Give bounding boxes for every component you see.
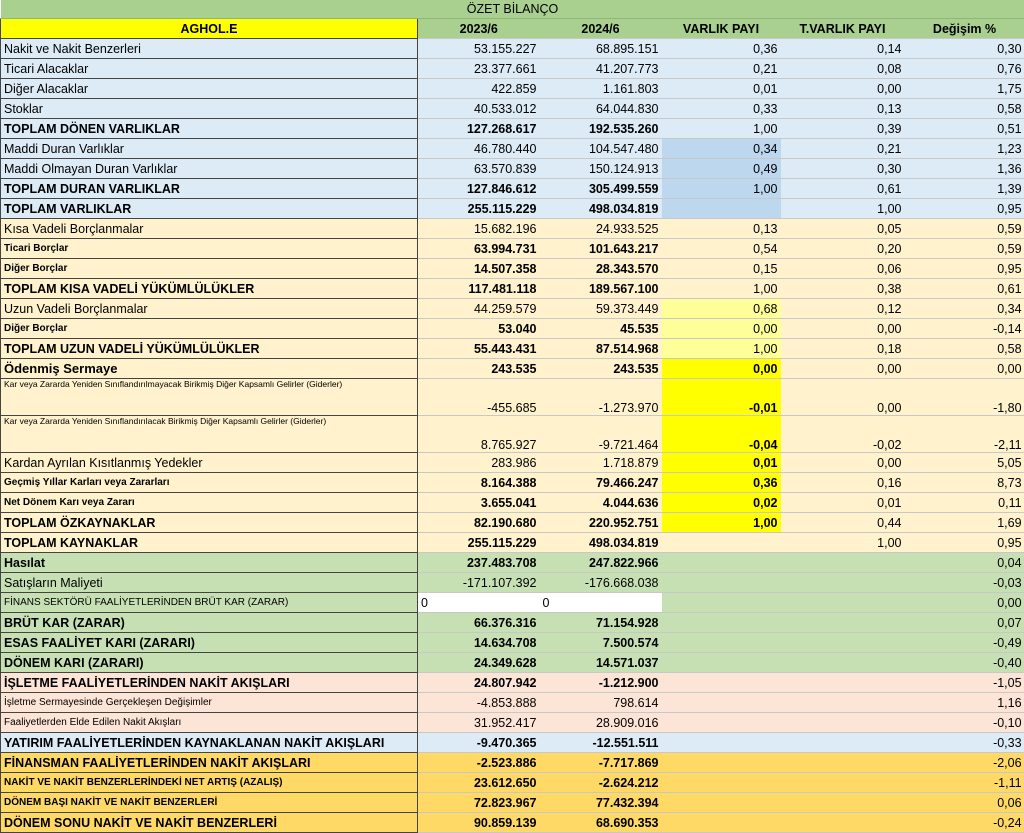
row-label: TOPLAM DÖNEN VARLIKLAR <box>1 119 418 139</box>
value-2023: 127.268.617 <box>418 119 540 139</box>
t-varlik-payi: 0,00 <box>781 79 905 99</box>
degisim: -0,10 <box>905 713 1024 733</box>
degisim: 1,16 <box>905 693 1024 713</box>
t-varlik-payi: 0,14 <box>781 39 905 59</box>
degisim: 0,58 <box>905 339 1024 359</box>
value-2024: 24.933.525 <box>540 219 662 239</box>
t-varlik-payi: -0,02 <box>781 416 905 453</box>
table-row <box>1 139 1024 159</box>
value-2024: 798.614 <box>540 693 662 713</box>
value-2024: 87.514.968 <box>540 339 662 359</box>
varlik-payi <box>662 773 781 793</box>
degisim: 0,11 <box>905 493 1024 513</box>
degisim: 0,00 <box>905 593 1024 613</box>
varlik-payi: 0,34 <box>662 139 781 159</box>
value-2024: -9.721.464 <box>540 416 662 453</box>
varlik-payi: 1,00 <box>662 513 781 533</box>
t-varlik-payi: 0,00 <box>781 359 905 379</box>
varlik-payi: 0,21 <box>662 59 781 79</box>
degisim: 0,95 <box>905 259 1024 279</box>
row-label: DÖNEM KARI (ZARARI) <box>1 653 418 673</box>
value-2023: 422.859 <box>418 79 540 99</box>
value-2024: 68.690.353 <box>540 813 662 833</box>
table-row <box>1 553 1024 573</box>
degisim: 1,75 <box>905 79 1024 99</box>
table-row <box>1 493 1024 513</box>
row-label: NAKİT VE NAKİT BENZERLERİNDEKİ NET ARTIŞ (AZALIŞ) <box>1 773 418 793</box>
value-2023: 55.443.431 <box>418 339 540 359</box>
varlik-payi <box>662 533 781 553</box>
table-row <box>1 299 1024 319</box>
row-label: İŞLETME FAALİYETLERİNDEN NAKİT AKIŞLARI <box>1 673 418 693</box>
value-2023: 23.612.650 <box>418 773 540 793</box>
degisim: -0,49 <box>905 633 1024 653</box>
degisim: -0,24 <box>905 813 1024 833</box>
t-varlik-payi: 0,16 <box>781 473 905 493</box>
value-2024: 150.124.913 <box>540 159 662 179</box>
sheet-title: ÖZET BİLANÇO <box>1 0 1024 19</box>
t-varlik-payi: 1,00 <box>781 533 905 553</box>
degisim: 0,59 <box>905 219 1024 239</box>
degisim: 0,61 <box>905 279 1024 299</box>
value-2024: -2.624.212 <box>540 773 662 793</box>
value-2024: 498.034.819 <box>540 199 662 219</box>
column-header-2024: 2024/6 <box>540 19 662 39</box>
table-row <box>1 673 1024 693</box>
value-2024: 7.500.574 <box>540 633 662 653</box>
table-row <box>1 339 1024 359</box>
t-varlik-payi: 0,01 <box>781 493 905 513</box>
t-varlik-payi <box>781 553 905 573</box>
row-label: FİNANS SEKTÖRÜ FAALİYETLERİNDEN BRÜT KAR (ZARAR) <box>1 593 418 613</box>
varlik-payi <box>662 813 781 833</box>
varlik-payi: 0,01 <box>662 453 781 473</box>
varlik-payi: 0,13 <box>662 219 781 239</box>
varlik-payi: 0,01 <box>662 79 781 99</box>
varlik-payi: 1,00 <box>662 279 781 299</box>
row-label: Diğer Borçlar <box>1 259 418 279</box>
value-2024: -7.717.869 <box>540 753 662 773</box>
row-label: FİNANSMAN FAALİYETLERİNDEN NAKİT AKIŞLARI <box>1 753 418 773</box>
value-2023: 53.040 <box>418 319 540 339</box>
row-label: TOPLAM ÖZKAYNAKLAR <box>1 513 418 533</box>
varlik-payi: 0,02 <box>662 493 781 513</box>
table-row <box>1 633 1024 653</box>
table-row <box>1 179 1024 199</box>
t-varlik-payi: 0,21 <box>781 139 905 159</box>
row-label: Kısa Vadeli Borçlanmalar <box>1 219 418 239</box>
row-label: Maddi Duran Varlıklar <box>1 139 418 159</box>
varlik-payi: 0,15 <box>662 259 781 279</box>
varlik-payi <box>662 733 781 753</box>
varlik-payi <box>662 753 781 773</box>
t-varlik-payi: 0,12 <box>781 299 905 319</box>
value-2023: 63.994.731 <box>418 239 540 259</box>
column-header-t-varlik-payi: T.VARLIK PAYI <box>781 19 905 39</box>
row-label: DÖNEM SONU NAKİT VE NAKİT BENZERLERİ <box>1 813 418 833</box>
value-2024: -1.212.900 <box>540 673 662 693</box>
value-2023: 255.115.229 <box>418 533 540 553</box>
row-label: Ticari Borçlar <box>1 239 418 259</box>
t-varlik-payi <box>781 693 905 713</box>
value-2024: 104.547.480 <box>540 139 662 159</box>
value-2024: 189.567.100 <box>540 279 662 299</box>
row-label: TOPLAM VARLIKLAR <box>1 199 418 219</box>
degisim: 0,00 <box>905 359 1024 379</box>
row-label: TOPLAM KISA VADELİ YÜKÜMLÜLÜKLER <box>1 279 418 299</box>
t-varlik-payi: 0,05 <box>781 219 905 239</box>
table-row <box>1 259 1024 279</box>
value-2023: 24.807.942 <box>418 673 540 693</box>
table-row <box>1 39 1024 59</box>
table-row <box>1 573 1024 593</box>
table-row <box>1 533 1024 553</box>
t-varlik-payi: 0,13 <box>781 99 905 119</box>
value-2024: 1.718.879 <box>540 453 662 473</box>
table-row <box>1 453 1024 473</box>
t-varlik-payi <box>781 593 905 613</box>
value-2023: 8.765.927 <box>418 416 540 453</box>
row-label: İşletme Sermayesinde Gerçekleşen Değişimler <box>1 693 418 713</box>
value-2023: 44.259.579 <box>418 299 540 319</box>
table-row <box>1 319 1024 339</box>
varlik-payi: -0,04 <box>662 416 781 453</box>
row-label: Kardan Ayrılan Kısıtlanmış Yedekler <box>1 453 418 473</box>
value-2023: -455.685 <box>418 379 540 416</box>
row-label: Stoklar <box>1 99 418 119</box>
degisim: 0,76 <box>905 59 1024 79</box>
table-row <box>1 473 1024 493</box>
row-label: Geçmiş Yıllar Karları veya Zararları <box>1 473 418 493</box>
t-varlik-payi <box>781 733 905 753</box>
degisim: -0,14 <box>905 319 1024 339</box>
varlik-payi <box>662 693 781 713</box>
value-2024: 243.535 <box>540 359 662 379</box>
varlik-payi: 1,00 <box>662 179 781 199</box>
value-2024: -176.668.038 <box>540 573 662 593</box>
row-label: Kar veya Zararda Yeniden Sınıflandırılmayacak Birikmiş Diğer Kapsamlı Gelirler (Giderler) <box>1 379 418 416</box>
varlik-payi: 0,36 <box>662 39 781 59</box>
table-row <box>1 119 1024 139</box>
t-varlik-payi <box>781 713 905 733</box>
table-row <box>1 613 1024 633</box>
varlik-payi <box>662 793 781 813</box>
value-2023: 15.682.196 <box>418 219 540 239</box>
value-2023: -4.853.888 <box>418 693 540 713</box>
varlik-payi: 1,00 <box>662 119 781 139</box>
value-2023: 127.846.612 <box>418 179 540 199</box>
t-varlik-payi: 0,00 <box>781 453 905 473</box>
t-varlik-payi <box>781 813 905 833</box>
t-varlik-payi: 0,08 <box>781 59 905 79</box>
table-row <box>1 199 1024 219</box>
varlik-payi <box>662 613 781 633</box>
row-label: Faaliyetlerden Elde Edilen Nakit Akışları <box>1 713 418 733</box>
varlik-payi <box>662 573 781 593</box>
t-varlik-payi: 0,44 <box>781 513 905 533</box>
degisim: -2,06 <box>905 753 1024 773</box>
table-row <box>1 99 1024 119</box>
t-varlik-payi: 0,20 <box>781 239 905 259</box>
varlik-payi <box>662 199 781 219</box>
degisim: 1,36 <box>905 159 1024 179</box>
row-label: TOPLAM UZUN VADELİ YÜKÜMLÜLÜKLER <box>1 339 418 359</box>
value-2024: 101.643.217 <box>540 239 662 259</box>
t-varlik-payi: 0,00 <box>781 379 905 416</box>
value-2023: 14.634.708 <box>418 633 540 653</box>
value-2024: 28.343.570 <box>540 259 662 279</box>
value-2023: 23.377.661 <box>418 59 540 79</box>
row-label: Diğer Alacaklar <box>1 79 418 99</box>
table-row <box>1 793 1024 813</box>
row-label: Ticari Alacaklar <box>1 59 418 79</box>
company-code: AGHOL.E <box>1 19 418 39</box>
row-label: Hasılat <box>1 553 418 573</box>
value-2024: 0 <box>540 593 662 613</box>
t-varlik-payi: 0,39 <box>781 119 905 139</box>
varlik-payi: 0,36 <box>662 473 781 493</box>
title-row <box>1 0 1024 19</box>
column-header-varlik-payi: VARLIK PAYI <box>662 19 781 39</box>
degisim: 0,95 <box>905 199 1024 219</box>
value-2023: 117.481.118 <box>418 279 540 299</box>
value-2023: 255.115.229 <box>418 199 540 219</box>
t-varlik-payi <box>781 653 905 673</box>
t-varlik-payi: 1,00 <box>781 199 905 219</box>
value-2023: 24.349.628 <box>418 653 540 673</box>
column-header-2023: 2023/6 <box>418 19 540 39</box>
t-varlik-payi: 0,61 <box>781 179 905 199</box>
varlik-payi: 0,68 <box>662 299 781 319</box>
degisim: -1,80 <box>905 379 1024 416</box>
degisim: 1,69 <box>905 513 1024 533</box>
value-2024: -12.551.511 <box>540 733 662 753</box>
varlik-payi: -0,01 <box>662 379 781 416</box>
value-2024: 79.466.247 <box>540 473 662 493</box>
degisim: -0,03 <box>905 573 1024 593</box>
table-row <box>1 653 1024 673</box>
degisim: 0,04 <box>905 553 1024 573</box>
varlik-payi <box>662 553 781 573</box>
degisim: -1,11 <box>905 773 1024 793</box>
value-2024: 1.161.803 <box>540 79 662 99</box>
row-label: Uzun Vadeli Borçlanmalar <box>1 299 418 319</box>
varlik-payi <box>662 673 781 693</box>
table-row <box>1 753 1024 773</box>
value-2024: 247.822.966 <box>540 553 662 573</box>
degisim: 0,06 <box>905 793 1024 813</box>
value-2024: 77.432.394 <box>540 793 662 813</box>
varlik-payi: 0,00 <box>662 319 781 339</box>
degisim: -0,33 <box>905 733 1024 753</box>
t-varlik-payi <box>781 573 905 593</box>
t-varlik-payi: 0,00 <box>781 319 905 339</box>
t-varlik-payi: 0,38 <box>781 279 905 299</box>
table-row <box>1 773 1024 793</box>
varlik-payi: 1,00 <box>662 339 781 359</box>
degisim: -2,11 <box>905 416 1024 453</box>
table-row <box>1 239 1024 259</box>
varlik-payi: 0,54 <box>662 239 781 259</box>
table-row <box>1 593 1024 613</box>
table-row <box>1 513 1024 533</box>
row-label: YATIRIM FAALİYETLERİNDEN KAYNAKLANAN NAKİT AKIŞLARI <box>1 733 418 753</box>
value-2023: 46.780.440 <box>418 139 540 159</box>
varlik-payi <box>662 653 781 673</box>
table-row <box>1 693 1024 713</box>
t-varlik-payi: 0,30 <box>781 159 905 179</box>
table-row <box>1 416 1024 453</box>
row-label: Diğer Borçlar <box>1 319 418 339</box>
t-varlik-payi <box>781 633 905 653</box>
value-2024: 64.044.830 <box>540 99 662 119</box>
table-row <box>1 813 1024 833</box>
value-2024: 220.952.751 <box>540 513 662 533</box>
varlik-payi <box>662 633 781 653</box>
degisim: 0,95 <box>905 533 1024 553</box>
value-2023: 40.533.012 <box>418 99 540 119</box>
value-2024: 28.909.016 <box>540 713 662 733</box>
header-row <box>1 19 1024 39</box>
degisim: 0,30 <box>905 39 1024 59</box>
value-2024: 59.373.449 <box>540 299 662 319</box>
value-2024: 71.154.928 <box>540 613 662 633</box>
varlik-payi: 0,49 <box>662 159 781 179</box>
value-2023: 283.986 <box>418 453 540 473</box>
row-label: Ödenmiş Sermaye <box>1 359 418 379</box>
degisim: 5,05 <box>905 453 1024 473</box>
table-row <box>1 79 1024 99</box>
value-2024: 305.499.559 <box>540 179 662 199</box>
value-2024: -1.273.970 <box>540 379 662 416</box>
varlik-payi: 0,33 <box>662 99 781 119</box>
value-2023: 8.164.388 <box>418 473 540 493</box>
table-row <box>1 219 1024 239</box>
row-label: Nakit ve Nakit Benzerleri <box>1 39 418 59</box>
degisim: 0,34 <box>905 299 1024 319</box>
t-varlik-payi: 0,18 <box>781 339 905 359</box>
degisim: 0,07 <box>905 613 1024 633</box>
t-varlik-payi <box>781 773 905 793</box>
value-2023: 3.655.041 <box>418 493 540 513</box>
row-label: BRÜT KAR (ZARAR) <box>1 613 418 633</box>
row-label: TOPLAM DURAN VARLIKLAR <box>1 179 418 199</box>
table-row <box>1 59 1024 79</box>
table-row <box>1 359 1024 379</box>
row-label: Net Dönem Karı veya Zararı <box>1 493 418 513</box>
degisim: 0,59 <box>905 239 1024 259</box>
degisim: 8,73 <box>905 473 1024 493</box>
value-2023: 14.507.358 <box>418 259 540 279</box>
table-row <box>1 379 1024 416</box>
degisim: -1,05 <box>905 673 1024 693</box>
value-2024: 41.207.773 <box>540 59 662 79</box>
table-row <box>1 159 1024 179</box>
row-label: TOPLAM KAYNAKLAR <box>1 533 418 553</box>
varlik-payi <box>662 593 781 613</box>
row-label: DÖNEM BAŞI NAKİT VE NAKİT BENZERLERİ <box>1 793 418 813</box>
row-label: Kar veya Zararda Yeniden Sınıflandırılacak Birikmiş Diğer Kapsamlı Gelirler (Giderler) <box>1 416 418 453</box>
value-2023: 72.823.967 <box>418 793 540 813</box>
value-2023: -171.107.392 <box>418 573 540 593</box>
value-2023: 63.570.839 <box>418 159 540 179</box>
t-varlik-payi <box>781 753 905 773</box>
row-label: Maddi Olmayan Duran Varlıklar <box>1 159 418 179</box>
value-2023: 0 <box>418 593 540 613</box>
value-2023: 66.376.316 <box>418 613 540 633</box>
value-2024: 498.034.819 <box>540 533 662 553</box>
value-2023: 237.483.708 <box>418 553 540 573</box>
t-varlik-payi <box>781 613 905 633</box>
value-2024: 14.571.037 <box>540 653 662 673</box>
column-header-degisim: Değişim % <box>905 19 1024 39</box>
value-2023: 243.535 <box>418 359 540 379</box>
table-row <box>1 713 1024 733</box>
row-label: ESAS FAALİYET KARI (ZARARI) <box>1 633 418 653</box>
degisim: 1,39 <box>905 179 1024 199</box>
t-varlik-payi <box>781 793 905 813</box>
value-2023: 82.190.680 <box>418 513 540 533</box>
value-2024: 4.044.636 <box>540 493 662 513</box>
row-label: Satışların Maliyeti <box>1 573 418 593</box>
table-row <box>1 279 1024 299</box>
t-varlik-payi <box>781 673 905 693</box>
degisim: 0,58 <box>905 99 1024 119</box>
degisim: 1,23 <box>905 139 1024 159</box>
value-2023: -2.523.886 <box>418 753 540 773</box>
degisim: 0,51 <box>905 119 1024 139</box>
varlik-payi <box>662 713 781 733</box>
value-2023: 53.155.227 <box>418 39 540 59</box>
table-row <box>1 733 1024 753</box>
varlik-payi: 0,00 <box>662 359 781 379</box>
value-2023: 31.952.417 <box>418 713 540 733</box>
value-2024: 45.535 <box>540 319 662 339</box>
value-2024: 192.535.260 <box>540 119 662 139</box>
value-2024: 68.895.151 <box>540 39 662 59</box>
value-2023: -9.470.365 <box>418 733 540 753</box>
degisim: -0,40 <box>905 653 1024 673</box>
value-2023: 90.859.139 <box>418 813 540 833</box>
t-varlik-payi: 0,06 <box>781 259 905 279</box>
